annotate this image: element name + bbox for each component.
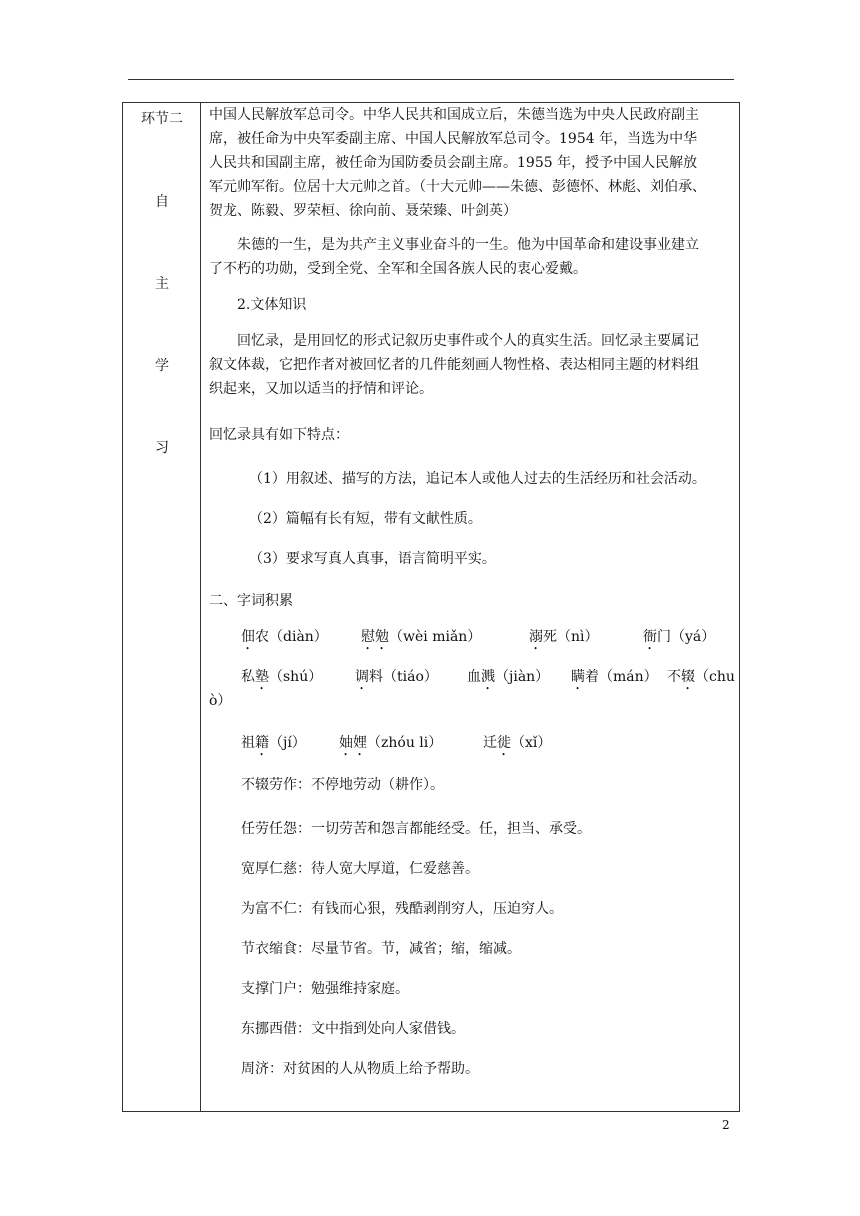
left-label-char-1: 自 (155, 194, 169, 210)
vocab-item: 私塾（shú） (241, 669, 323, 685)
lesson-table (122, 102, 740, 1112)
p3-line-3: 织起来，又加以适当的抒情和评论。 (209, 381, 433, 397)
vocab-item: 迁徙（xǐ） (483, 735, 552, 751)
p3-line-1: 回忆录，是用回忆的形式记叙历史事件或个人的真实生活。回忆录主要属记 (237, 333, 699, 349)
vocab-item: 祖籍（jí） (241, 735, 306, 751)
definition-item: 节衣缩食：尽量节省。节，减省；缩，缩减。 (241, 941, 521, 957)
header-rule (128, 79, 734, 80)
p1-line-1: 中国人民解放军总司令。中华人民共和国成立后，朱德当选为中央人民政府副主 (209, 107, 699, 123)
left-label-char-2: 主 (155, 276, 169, 292)
vocab-item: 调料（tiáo） (355, 669, 438, 685)
p1-line-4: 军元帅军衔。位居十大元帅之首。（十大元帅——朱德、彭德怀、林彪、刘伯承、 (209, 179, 706, 195)
p3-line-2: 叙文体裁，它把作者对被回忆者的几件能刻画人物性格、表达相同主题的材料组 (209, 357, 699, 373)
vocab-item: 佃农（diàn） (241, 629, 328, 645)
vocab-heading: 二、字词积累 (209, 593, 293, 609)
definition-item: 任劳任怨：一切劳苦和怨言都能经受。任，担当、承受。 (241, 821, 591, 837)
definition-item: 为富不仁：有钱而心狠，残酷剥削穷人，压迫穷人。 (241, 901, 563, 917)
feature-3: （3）要求写真人真事，语言简明平实。 (249, 551, 496, 567)
definition-item: 不辍劳作：不停地劳动（耕作）。 (241, 777, 444, 793)
p1-line-3: 人民共和国副主席，被任命为国防委员会副主席。1955 年，授予中国人民解放 (209, 155, 698, 171)
definition-item: 东挪西借：文中指到处向人家借钱。 (241, 1021, 465, 1037)
vocab-item: 血溅（jiàn） (467, 669, 550, 685)
page-number: 2 (722, 1118, 730, 1132)
left-label-stage: 环节二 (141, 111, 183, 127)
definition-item: 周济：对贫困的人从物质上给予帮助。 (241, 1061, 479, 1077)
definition-item: 支撑门户：勉强维持家庭。 (241, 981, 409, 997)
features-intro: 回忆录具有如下特点： (209, 427, 349, 443)
left-column (123, 103, 201, 1111)
content-cell (203, 103, 737, 1111)
feature-1: （1）用叙述、描写的方法，追记本人或他人过去的生活经历和社会活动。 (249, 471, 706, 487)
vocab-item: 不辍（chu (667, 669, 735, 685)
vocab-item-continued: ò） (209, 693, 232, 709)
section-genre-title: 2.文体知识 (237, 297, 307, 313)
vocab-item: 溺死（nì） (529, 629, 599, 645)
left-label-char-3: 学 (155, 358, 169, 374)
vocab-item: 妯娌（zhóu li） (339, 735, 443, 751)
vocab-item: 衙门（yá） (643, 629, 716, 645)
left-label-char-4: 习 (155, 440, 169, 456)
p1-line-5: 贺龙、陈毅、罗荣桓、徐向前、聂荣臻、叶剑英） (209, 203, 517, 219)
definition-item: 宽厚仁慈：待人宽大厚道，仁爱慈善。 (241, 861, 479, 877)
p2-line-2: 了不朽的功勋，受到全党、全军和全国各族人民的衷心爱戴。 (209, 261, 587, 277)
p1-line-2: 席，被任命为中央军委副主席、中国人民解放军总司令。1954 年，当选为中华 (209, 131, 698, 147)
feature-2: （2）篇幅有长有短，带有文献性质。 (249, 511, 482, 527)
p2-line-1: 朱德的一生，是为共产主义事业奋斗的一生。他为中国革命和建设事业建立 (237, 237, 699, 253)
vocab-item: 慰勉（wèi miǎn） (361, 629, 482, 645)
vocab-item: 瞒着（mán） (571, 669, 658, 685)
